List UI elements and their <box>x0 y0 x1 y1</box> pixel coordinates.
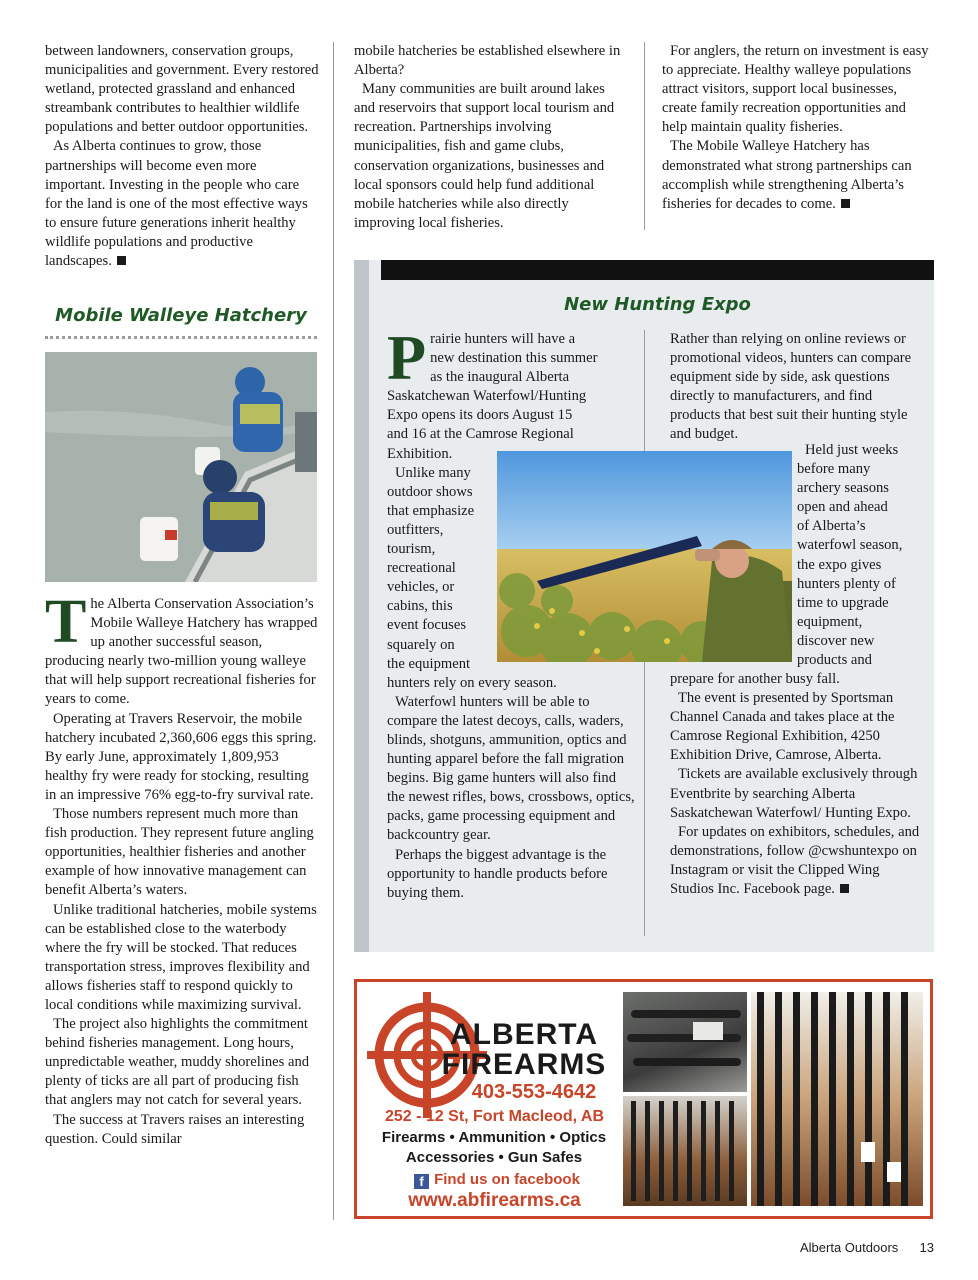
ad-photo-gun-wall <box>751 992 923 1206</box>
walleye-heading: Mobile Walleye Hatchery <box>55 305 307 326</box>
line: time to upgrade <box>797 594 889 611</box>
line: equipment, <box>797 613 863 630</box>
alberta-firearms-ad[interactable] <box>354 979 933 1219</box>
drop-cap: P <box>387 322 427 393</box>
facebook-icon: f <box>414 1174 429 1189</box>
column-rule <box>644 42 645 230</box>
line: before many <box>797 461 871 478</box>
expo-heading: New Hunting Expo <box>564 294 751 315</box>
line: of Alberta’s <box>797 518 866 535</box>
paragraph: Those numbers represent much more than fish production. They represent future angling opportunities, healthier fisheries and another example of how innovative management can benefit Alberta’s waters. <box>45 806 314 899</box>
ad-brand-line2: FIREARMS <box>441 1048 607 1081</box>
line: Held just weeks <box>805 442 899 458</box>
end-mark-icon <box>117 256 126 265</box>
line: as the inaugural Alberta <box>430 369 570 386</box>
line: event focuses <box>387 617 467 634</box>
boat-photo-icon <box>45 352 317 582</box>
ad-brand-line1: ALBERTA <box>449 1018 599 1051</box>
page-footer <box>800 1240 934 1255</box>
column-rule <box>333 42 334 1220</box>
line: squarely on <box>387 636 455 653</box>
drop-cap: T <box>45 588 87 656</box>
gun-wall-icon <box>751 992 923 1206</box>
expo-right-column-bottom <box>670 670 925 899</box>
paragraph: hunters rely on every season. <box>387 674 557 691</box>
line: the expo gives <box>797 556 882 573</box>
paragraph: For updates on exhibitors, schedules, and demonstrations, follow @cwshuntexpo on Instagram or visit the Clipped Wing Studios Inc. Facebook page. <box>670 823 920 898</box>
expo-right-column-top <box>670 330 920 445</box>
hunter-photo <box>497 451 792 662</box>
line: hunters plenty of <box>797 575 896 592</box>
line: recreational <box>387 560 456 577</box>
paragraph: prepare for another busy fall. <box>670 671 840 687</box>
expo-header-bar <box>381 260 934 280</box>
paragraph: between landowners, conservation groups, municipalities and government. Every restored wetland, protected grassland and enhanced streambank contributes to healthier wildlife populations and better outdoor opportunities. <box>45 43 319 136</box>
line: Saskatchewan Waterfowl/Hunting <box>387 388 587 405</box>
paragraph: As Alberta continues to grow, those partnerships will become even more important. Investing in the people who care for the land is one of the most effective ways to ensure future generations inherit healthy wildlife populations and productive landscapes. <box>45 138 308 270</box>
paragraph: he Alberta Conservation Association’s Mobile Walleye Hatchery has wrapped up another successful season, producing nearly two-million young walleye that will help support recreational fisheries for years to come. <box>45 596 318 708</box>
col1-top-text <box>45 42 319 271</box>
paragraph: Waterfowl hunters will be able to compare the latest decoys, calls, waders, blinds, shotguns, ammunition, optics and hunting apparel before the fall migration begins. Big game hunters will also find the newest rifles, bows, crossbows, optics, packs, game processing equipment and backcountry gear. <box>387 693 635 844</box>
rifle-rack-icon <box>623 1096 747 1206</box>
paragraph: Tickets are available exclusively through Eventbrite by searching Alberta Saskatchewan Waterfowl/ Hunting Expo. <box>670 766 918 821</box>
ad-photo-rifles-rack <box>623 1096 747 1206</box>
line: discover new <box>797 632 875 649</box>
rifle-scopes-icon <box>623 992 747 1092</box>
line: vehicles, or <box>387 579 455 596</box>
col3-top-text <box>662 42 934 214</box>
line: the equipment <box>387 655 471 672</box>
line: and 16 at the Camrose Regional <box>387 426 574 443</box>
line: Exhibition. <box>387 445 453 462</box>
col2-top-text <box>354 42 626 233</box>
paragraph: The event is presented by Sportsman Channel Canada and takes place at the Camrose Regional Exhibition, 4250 Exhibition Drive, Camrose, Alberta. <box>670 690 895 764</box>
paragraph: For anglers, the return on investment is easy to appreciate. Healthy walleye populations attract visitors, support local businesses, create family recreation opportunities and help maintain quality fisheries. <box>662 43 929 136</box>
line: waterfowl season, <box>797 537 903 554</box>
ad-products-line1: Firearms • Ammunition • Optics <box>381 1129 607 1146</box>
end-mark-icon <box>841 199 850 208</box>
line: that emphasize <box>387 502 475 519</box>
ad-products-line2: Accessories • Gun Safes <box>405 1149 583 1166</box>
paragraph: The success at Travers raises an interesting question. Could similar <box>45 1111 305 1147</box>
line: cabins, this <box>387 598 453 615</box>
ad-phone[interactable]: 403-553-4642 <box>471 1081 597 1103</box>
paragraph: mobile hatcheries be established elsewhere in Alberta? <box>354 43 621 79</box>
line: open and ahead <box>797 499 888 516</box>
line: Expo opens its doors August 15 <box>387 407 573 424</box>
paragraph: Unlike traditional hatcheries, mobile systems can be established close to the waterbody where the fry will be stocked. That reduces transportation stress, improves flexibility and allows fisheries staff to respond quickly to local conditions while maximizing survival. <box>45 901 317 1013</box>
expo-accent-bar <box>354 260 369 952</box>
ad-photo-scopes <box>623 992 747 1092</box>
ad-facebook-link[interactable]: f Find us on facebook <box>377 1171 617 1189</box>
walleye-article <box>45 588 319 1149</box>
paragraph: Many communities are built around lakes and reservoirs that support local tourism and recreation. Partnerships involving municipalities, fish and game clubs, conservation organizations, businesses and local sponsors could help fund additional mobile hatcheries while also directly improving local fisheries. <box>354 81 615 231</box>
ad-website-link[interactable]: www.abfirearms.ca <box>408 1190 581 1211</box>
dotted-divider <box>45 336 317 339</box>
paragraph: Operating at Travers Reservoir, the mobile hatchery incubated 2,360,606 eggs this spring. By early June, approximately 1,809,953 healthy fry were ready for stocking, resulting in an impressive 76% egg-to-fry survival rate. <box>45 710 317 803</box>
line: archery seasons <box>797 480 889 497</box>
line: rairie hunters will have a <box>430 331 576 347</box>
line: outfitters, <box>387 521 444 538</box>
paragraph: The project also highlights the commitment behind fisheries management. Long hours, unpredictable weather, muddy shorelines and plenty of ticks are all part of producing fish that anglers may not catch for several years. <box>45 1016 310 1109</box>
end-mark-icon <box>840 884 849 893</box>
ad-address: 252 - 12 St, Fort Macleod, AB <box>384 1108 604 1125</box>
paragraph: Perhaps the biggest advantage is the opportunity to handle products before buying them. <box>387 846 608 901</box>
page-number: 13 <box>919 1240 934 1255</box>
line: outdoor shows <box>387 483 473 500</box>
paragraph: Rather than relying on online reviews or promotional videos, hunters can compare equipment side by side, ask questions directly to manufacturers, and find products that best suit their hunting style and budget. <box>670 331 912 443</box>
expo-right-wrap <box>797 441 932 670</box>
publication-name: Alberta Outdoors <box>800 1240 899 1255</box>
hunter-shotgun-icon <box>497 451 792 662</box>
line: products and <box>797 652 872 669</box>
paragraph: The Mobile Walleye Hatchery has demonstrated what strong partnerships can accomplish while strengthening Alberta’s fisheries for decades to come. <box>662 138 912 212</box>
walleye-hatchery-photo <box>45 352 317 582</box>
line: new destination this summer <box>430 350 598 367</box>
line: tourism, <box>387 541 436 558</box>
line: Unlike many <box>395 464 471 481</box>
